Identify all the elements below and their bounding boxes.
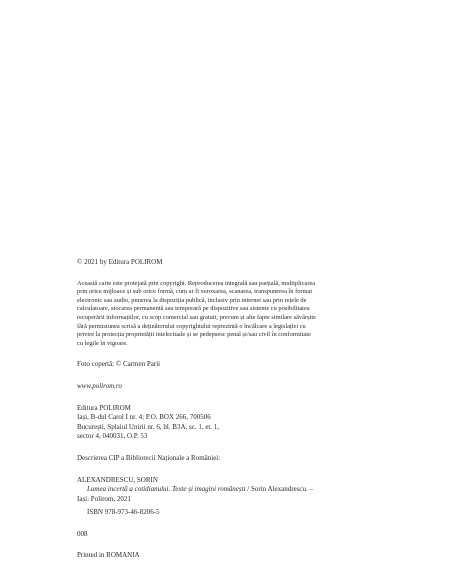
- copyright-block: [77, 258, 375, 561]
- cip-title-line: [77, 485, 375, 495]
- copyright-line: © 2021 by Editura POLIROM: [77, 258, 163, 266]
- address-line: Iași, B-dul Carol I nr. 4; P.O. BOX 266, 700506: [77, 413, 211, 422]
- legal-notice: [77, 280, 375, 349]
- legal-notice-line: electronic sau audio, punerea la dispoziția publică, inclusiv prin internet sau prin rețele de: [77, 296, 307, 304]
- legal-notice-line: prin orice mijloace și sub orice formă, cum ar fi xeroxarea, scanarea, transpunerea în format: [77, 288, 313, 296]
- publisher-website: www.polirom.ro: [77, 381, 122, 390]
- legal-notice-line: Această carte este protejată prin copyright. Reproducerea integrală sau parțială, multiplicarea: [77, 279, 316, 287]
- publisher-address: [77, 404, 375, 442]
- cip-author: ALEXANDRESCU, SORIN: [77, 475, 158, 484]
- cover-photo-credit: Foto copertă: © Carmen Parii: [77, 360, 161, 369]
- classification-code: 008: [77, 529, 88, 538]
- address-line: București, Splaiul Unirii nr. 6, bl. B3A, sc. 1, et. 1,: [77, 422, 220, 431]
- cip-title: Lumea incertă a cotidianului. Texte și imagini românești: [87, 485, 246, 494]
- publisher-name: Editura POLIROM: [77, 403, 131, 412]
- cip-record: [77, 476, 375, 518]
- legal-notice-line: calculatoare, stocarea permanentă sau temporară pe dispozitive sau sisteme cu posibilitatea: [77, 305, 310, 313]
- legal-notice-line: fără permisiunea scrisă a deținătorului copyrightului reprezintă o încălcare a legislației cu: [77, 322, 306, 330]
- cip-heading: Descrierea CIP a Bibliotecii Naționale a României:: [77, 453, 221, 462]
- cip-imprint: Iași: Polirom, 2021: [77, 494, 131, 503]
- legal-notice-line: recuperării informațiilor, cu scop comercial sau gratuit, precum și alte fapte similare săvârșite: [77, 313, 316, 321]
- address-line: sector 4, 040031, O.P. 53: [77, 432, 148, 441]
- isbn: ISBN 978-973-46-8206-5: [87, 508, 160, 517]
- legal-notice-line: privire la protecția proprietății intelectuale și se pedepsesc penal și/sau civil în conformitate: [77, 331, 311, 339]
- printed-in: Printed in ROMANIA: [77, 551, 140, 560]
- legal-notice-line: cu legile în vigoare.: [77, 339, 128, 347]
- cip-responsibility: / Sorin Alexandrescu. –: [245, 485, 313, 494]
